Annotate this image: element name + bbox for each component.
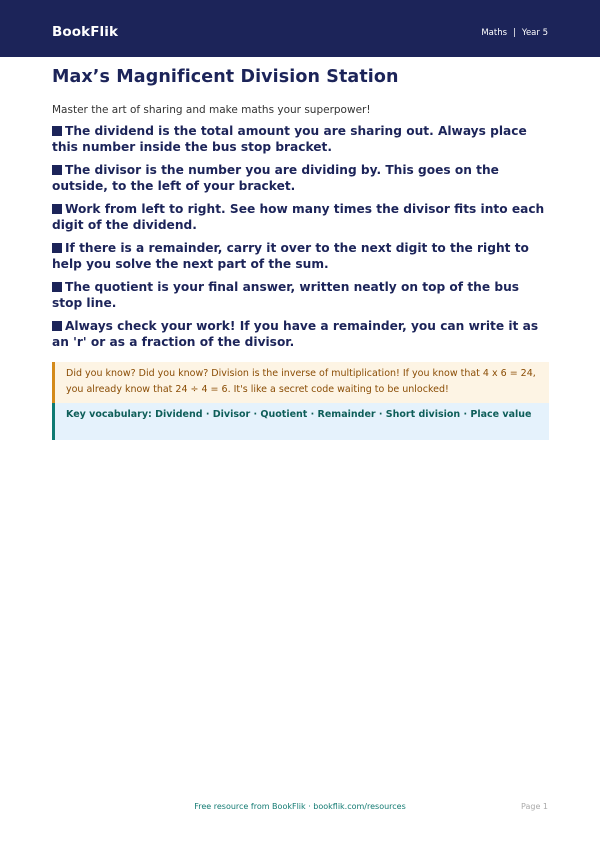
point-text: Always check your work! If you have a remainder, you can write it as an 'r' or as a fraction of the divisor. [52, 319, 539, 349]
square-bullet-icon [52, 243, 62, 253]
list-item [52, 123, 549, 155]
point-text: The divisor is the number you are dividing by. This goes on the outside, to the left of your bracket. [52, 163, 499, 193]
brand-logo[interactable]: BookFlik [52, 24, 119, 40]
square-bullet-icon [52, 126, 62, 136]
point-text: If there is a remainder, carry it over to the next digit to the right to help you solve the next part of the sum. [52, 241, 529, 271]
list-item [52, 318, 549, 350]
page-title: Max’s Magnificent Division Station [52, 67, 399, 87]
page-subtitle: Master the art of sharing and make maths your superpower! [52, 104, 371, 116]
point-text: The quotient is your final answer, written neatly on top of the bus stop line. [52, 280, 520, 310]
vocabulary-text: Key vocabulary: Dividend · Divisor · Quotient · Remainder · Short division · Place value [66, 409, 532, 420]
list-item [52, 162, 549, 194]
list-item [52, 240, 549, 272]
square-bullet-icon [52, 204, 62, 214]
point-text: Work from left to right. See how many times the divisor fits into each digit of the dividend. [52, 202, 545, 232]
header-meta [481, 26, 548, 40]
square-bullet-icon [52, 165, 62, 175]
page-number: Page 1 [521, 802, 548, 811]
footer-link-text[interactable]: Free resource from BookFlik · bookflik.com/resources [194, 802, 406, 811]
square-bullet-icon [52, 282, 62, 292]
point-text: The dividend is the total amount you are sharing out. Always place this number inside the bus stop bracket. [52, 124, 527, 154]
vocabulary-callout [52, 403, 549, 440]
page-header [0, 0, 600, 57]
fact-text: Did you know? Did you know? Division is the inverse of multiplication! If you know that 4 x 6 = 24, you already know that 24 ÷ 4 = 6. It's like a secret code waiting to be unlocked! [66, 368, 536, 395]
year-label: Year 5 [521, 28, 548, 38]
list-item [52, 279, 549, 311]
meta-separator: | [513, 28, 516, 38]
footer-resource-link[interactable] [0, 801, 600, 813]
square-bullet-icon [52, 321, 62, 331]
key-points-list [52, 123, 549, 350]
list-item [52, 201, 549, 233]
did-you-know-callout [52, 362, 549, 403]
main-content [52, 65, 549, 440]
subject-label: Maths [481, 28, 508, 38]
